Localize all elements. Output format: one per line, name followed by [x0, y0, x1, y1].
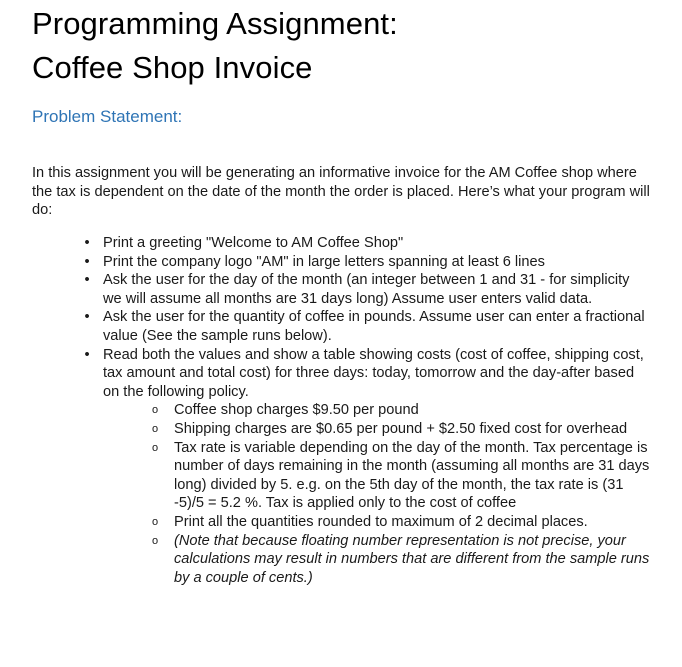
page-title: [32, 2, 398, 90]
list-item: [32, 271, 652, 308]
list-item: [32, 253, 652, 272]
sublist-item: [103, 439, 652, 513]
sublist-item-text: Tax rate is variable depending on the day of the month. Tax percentage is number of days remaining in the month (assuming all months are 31 days long) divided by 5. e.g. on the 5th day of the month, the tax rate is (31 -5)/5 = 5.2 %. Tax is applied only to the cost of coffee: [174, 439, 650, 512]
sublist-item: [103, 420, 652, 439]
policy-sublist: [103, 401, 652, 587]
list-item-text: Print a greeting "Welcome to AM Coffee Shop": [103, 235, 404, 251]
bullet-icon: •: [84, 235, 90, 251]
circle-bullet-icon: o: [151, 422, 159, 435]
sublist-item-text: Coffee shop charges $9.50 per pound: [174, 402, 419, 419]
circle-bullet-icon: o: [151, 441, 159, 454]
bullet-icon: •: [84, 309, 90, 326]
sublist-item-text: Print all the quantities rounded to maximum of 2 decimal places.: [174, 513, 588, 530]
sublist-item: [103, 513, 652, 532]
bullet-icon: •: [84, 346, 90, 363]
sublist-item-text: Shipping charges are $0.65 per pound + $2.50 fixed cost for overhead: [174, 420, 628, 437]
circle-bullet-icon: o: [151, 515, 159, 528]
list-item: [32, 234, 652, 253]
circle-bullet-icon: o: [151, 534, 159, 547]
list-item: [32, 308, 652, 345]
bullet-icon: •: [84, 253, 90, 270]
title-line-1: Programming Assignment:: [32, 6, 398, 41]
circle-bullet-icon: o: [151, 404, 159, 417]
problem-statement-heading: Problem Statement:: [32, 107, 183, 126]
requirements-list: [32, 234, 652, 587]
bullet-icon: •: [84, 272, 90, 289]
intro-paragraph: In this assignment you will be generating an informative invoice for the AM Coffee shop where the tax is dependent on the date of the month the order is placed. Here’s what your program will do:: [32, 165, 650, 219]
list-item-text: Read both the values and show a table showing costs (cost of coffee, shipping cost, tax amount and total cost) for three days: today, tomorrow and the day-after based on the following policy.: [103, 346, 644, 400]
sublist-item-text: (Note that because floating number representation is not precise, your calculations may result in numbers that are different from the sample runs by a couple of cents.): [174, 532, 650, 586]
list-item: [32, 346, 652, 588]
list-item-text: Print the company logo "AM" in large letters spanning at least 6 lines: [103, 253, 545, 270]
sublist-item: [103, 532, 652, 588]
list-item-text: Ask the user for the day of the month (an integer between 1 and 31 - for simplicity we will assume all months are 31 days long) Assume user enters valid data.: [103, 272, 630, 307]
list-item-text: Ask the user for the quantity of coffee in pounds. Assume user can enter a fractional value (See the sample runs below).: [103, 309, 645, 344]
title-line-2: Coffee Shop Invoice: [32, 50, 313, 85]
sublist-item: [103, 401, 652, 420]
